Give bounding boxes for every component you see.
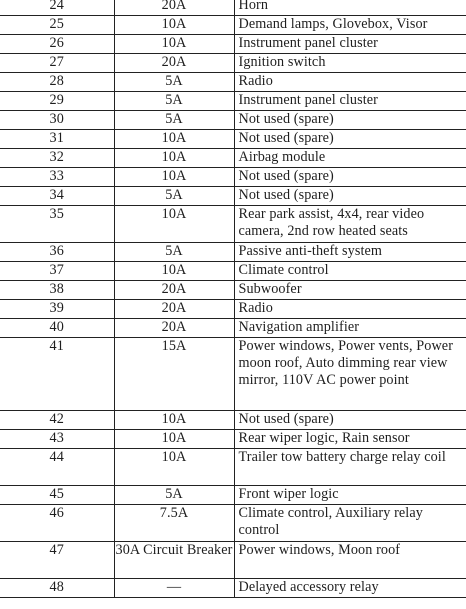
table-row (0, 35, 466, 54)
fuse-number-cell: 45 (0, 486, 114, 505)
fuse-number-cell: 43 (0, 430, 114, 449)
protected-circuit-cell: Airbag module (234, 149, 466, 168)
fuse-rating-cell: 10A (114, 411, 234, 430)
table-row (0, 542, 466, 579)
fuse-rating-cell: 5A (114, 92, 234, 111)
fuse-number-cell: 41 (0, 338, 114, 411)
fuse-number-cell: 34 (0, 187, 114, 206)
fuse-number-cell: 46 (0, 505, 114, 542)
protected-circuit-cell: Climate control, Auxiliary relay control (234, 505, 466, 542)
fuse-number-cell: 31 (0, 130, 114, 149)
protected-circuit-cell: Not used (spare) (234, 187, 466, 206)
fuse-rating-cell: — (114, 579, 234, 598)
protected-circuit-cell: Passive anti-theft system (234, 243, 466, 262)
fuse-rating-cell: 20A (114, 300, 234, 319)
fuse-number-cell: 29 (0, 92, 114, 111)
table-row (0, 92, 466, 111)
protected-circuit-cell: Not used (spare) (234, 130, 466, 149)
protected-circuit-cell: Front wiper logic (234, 486, 466, 505)
fuse-number-cell: 40 (0, 319, 114, 338)
fuse-number-cell: 44 (0, 449, 114, 486)
protected-circuit-cell: Navigation amplifier (234, 319, 466, 338)
fuse-number-cell: 39 (0, 300, 114, 319)
table-row (0, 449, 466, 486)
fuse-number-cell: 48 (0, 579, 114, 598)
table-row (0, 206, 466, 243)
table-row (0, 16, 466, 35)
protected-circuit-cell: Instrument panel cluster (234, 92, 466, 111)
table-row (0, 111, 466, 130)
fuse-number-cell: 25 (0, 16, 114, 35)
protected-circuit-cell: Instrument panel cluster (234, 35, 466, 54)
protected-circuit-cell: Rear park assist, 4x4, rear video camera, 2nd row heated seats (234, 206, 466, 243)
protected-circuit-cell: Radio (234, 300, 466, 319)
fuse-rating-cell: 10A (114, 35, 234, 54)
fuse-number-cell: 42 (0, 411, 114, 430)
fuse-rating-cell: 5A (114, 111, 234, 130)
protected-circuit-cell: Subwoofer (234, 281, 466, 300)
table-row (0, 243, 466, 262)
fuse-rating-cell: 5A (114, 486, 234, 505)
fuse-number-cell: 38 (0, 281, 114, 300)
protected-circuit-cell: Radio (234, 73, 466, 92)
table-row (0, 187, 466, 206)
table-row (0, 149, 466, 168)
protected-circuit-cell: Ignition switch (234, 54, 466, 73)
fuse-rating-cell: 10A (114, 206, 234, 243)
table-row (0, 130, 466, 149)
fuse-rating-cell: 10A (114, 16, 234, 35)
table-row (0, 281, 466, 300)
fuse-number-cell: 30 (0, 111, 114, 130)
fuse-number-cell: 36 (0, 243, 114, 262)
fuse-rating-cell: 10A (114, 262, 234, 281)
fuse-rating-cell: 10A (114, 449, 234, 486)
fuse-rating-cell: 7.5A (114, 505, 234, 542)
fuse-number-cell: 27 (0, 54, 114, 73)
fuse-rating-cell: 10A (114, 149, 234, 168)
fuse-rating-cell: 10A (114, 168, 234, 187)
protected-circuit-cell: Climate control (234, 262, 466, 281)
protected-circuit-cell: Power windows, Power vents, Power moon roof, Auto dimming rear view mirror, 110V AC power point (234, 338, 466, 411)
fuse-number-cell: 35 (0, 206, 114, 243)
table-row (0, 0, 466, 16)
fuse-rating-cell: 20A (114, 54, 234, 73)
table-row (0, 505, 466, 542)
table-row (0, 168, 466, 187)
fuse-rating-cell: 20A (114, 281, 234, 300)
fuse-number-cell: 24 (0, 0, 114, 16)
table-row (0, 579, 466, 598)
table-row (0, 300, 466, 319)
protected-circuit-cell: Rear wiper logic, Rain sensor (234, 430, 466, 449)
protected-circuit-cell: Not used (spare) (234, 411, 466, 430)
protected-circuit-cell: Trailer tow battery charge relay coil (234, 449, 466, 486)
protected-circuit-cell: Not used (spare) (234, 111, 466, 130)
table-row (0, 486, 466, 505)
protected-circuit-cell: Not used (spare) (234, 168, 466, 187)
table-row (0, 73, 466, 92)
fuse-number-cell: 28 (0, 73, 114, 92)
table-row (0, 262, 466, 281)
fuse-rating-cell: 15A (114, 338, 234, 411)
fuse-number-cell: 32 (0, 149, 114, 168)
fuse-rating-cell: 20A (114, 319, 234, 338)
fuse-rating-cell: 5A (114, 73, 234, 92)
fuse-rating-cell: 5A (114, 243, 234, 262)
table-row (0, 54, 466, 73)
protected-circuit-cell: Horn (234, 0, 466, 16)
fuse-rating-cell: 20A (114, 0, 234, 16)
fuse-rating-cell: 30A Circuit Breaker (114, 542, 234, 579)
fuse-number-cell: 47 (0, 542, 114, 579)
protected-circuit-cell: Power windows, Moon roof (234, 542, 466, 579)
fuse-rating-cell: 10A (114, 130, 234, 149)
table-row (0, 430, 466, 449)
table-row (0, 319, 466, 338)
protected-circuit-cell: Demand lamps, Glovebox, Visor (234, 16, 466, 35)
fuse-rating-cell: 5A (114, 187, 234, 206)
fuse-rating-cell: 10A (114, 430, 234, 449)
fuse-number-cell: 37 (0, 262, 114, 281)
table-row (0, 411, 466, 430)
fuse-number-cell: 33 (0, 168, 114, 187)
table-row (0, 338, 466, 411)
protected-circuit-cell: Delayed accessory relay (234, 579, 466, 598)
fuse-number-cell: 26 (0, 35, 114, 54)
